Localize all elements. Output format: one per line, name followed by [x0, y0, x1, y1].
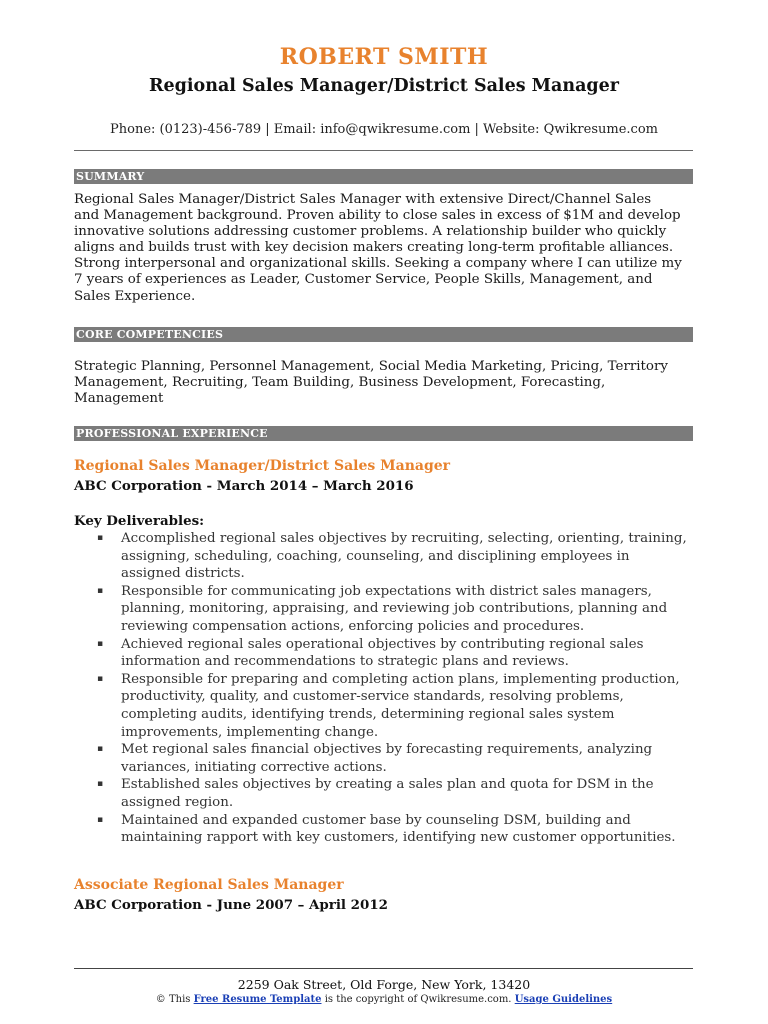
- bullet-icon: ▪: [97, 533, 104, 543]
- summary-line: and Management background. Proven ability to close sales in excess of $1M and develop: [74, 208, 681, 224]
- job-title: Regional Sales Manager/District Sales Manager: [74, 458, 451, 474]
- summary-text: [74, 192, 696, 305]
- bullet-line: assigning, scheduling, coaching, counseling, and disciplining employees in: [121, 548, 630, 564]
- bullet-icon: ▪: [97, 779, 104, 790]
- bullet-line: variances, initiating corrective actions.: [121, 759, 387, 775]
- footer-address: 2259 Oak Street, Old Forge, New York, 13420: [237, 977, 531, 992]
- list-item: [74, 671, 696, 741]
- bullet-icon: ▪: [97, 673, 104, 684]
- list-item: [74, 530, 696, 583]
- bullet-line: Established sales objectives by creating a sales plan and quota for DSM in the: [121, 777, 654, 793]
- job-company-dates: ABC Corporation - March 2014 – March 2016: [74, 478, 414, 494]
- bullet-line: Achieved regional sales operational objectives by contributing regional sales: [121, 636, 644, 652]
- bullet-line: maintaining rapport with key customers, identifying new customer opportunities.: [121, 830, 676, 846]
- bullet-line: Maintained and expanded customer base by counseling DSM, building and: [121, 812, 631, 828]
- job-company-dates: ABC Corporation - June 2007 – April 2012: [74, 897, 388, 913]
- summary-heading: SUMMARY: [74, 169, 693, 184]
- summary-line: Sales Experience.: [74, 288, 196, 304]
- contact-line: Phone: (0123)-456-789 | Email: info@qwikresume.com | Website: Qwikresume.com: [110, 122, 658, 137]
- bullet-icon: ▪: [97, 585, 104, 596]
- list-item: [74, 741, 696, 776]
- summary-line: Regional Sales Manager/District Sales Manager with extensive Direct/Channel Sales: [74, 192, 652, 207]
- bullet-line: Responsible for communicating job expectations with district sales managers,: [121, 583, 652, 599]
- competencies-line: Strategic Planning, Personnel Management, Social Media Marketing, Pricing, Territory: [74, 359, 668, 374]
- free-resume-template-link[interactable]: Free Resume Template: [193, 994, 322, 1005]
- competencies-text: [74, 359, 696, 407]
- competencies-line: Management: [74, 391, 164, 407]
- bullet-line: improvements, implementing change.: [121, 724, 379, 740]
- bullet-icon: ▪: [97, 744, 104, 755]
- summary-line: Strong interpersonal and organizational skills. Seeking a company where I can utilize my: [74, 256, 682, 272]
- footer-divider: [74, 968, 693, 969]
- key-deliverables-label: Key Deliverables:: [74, 513, 205, 529]
- bullet-icon: ▪: [97, 814, 104, 825]
- list-item: [74, 812, 696, 847]
- bullet-line: Met regional sales financial objectives by forecasting requirements, analyzing: [121, 742, 653, 758]
- job-title: Associate Regional Sales Manager: [74, 877, 344, 893]
- bullet-line: assigned districts.: [121, 566, 245, 582]
- candidate-title: Regional Sales Manager/District Sales Manager: [148, 76, 620, 96]
- competencies-line: Management, Recruiting, Team Building, Business Development, Forecasting,: [74, 375, 606, 391]
- summary-line: aligns and builds trust with key decision makers creating long-term profitable alliances.: [74, 240, 674, 256]
- competencies-heading: CORE COMPETENCIES: [74, 327, 693, 342]
- header-divider: [74, 150, 693, 151]
- copyright-prefix: © This: [155, 994, 191, 1005]
- footer-copyright: [0, 994, 768, 1005]
- bullet-line: planning, monitoring, appraising, and reviewing job contributions, planning and: [121, 601, 668, 617]
- candidate-name: ROBERT SMITH: [279, 44, 489, 70]
- bullet-icon: ▪: [97, 638, 104, 649]
- deliverables-list: [74, 530, 696, 847]
- usage-guidelines-link[interactable]: Usage Guidelines: [514, 994, 613, 1005]
- list-item: [74, 583, 696, 636]
- summary-line: innovative solutions addressing customer problems. A relationship builder who quickly: [74, 224, 667, 240]
- bullet-line: reviewing compensation actions, enforcing policies and procedures.: [121, 618, 585, 634]
- bullet-line: assigned region.: [121, 794, 234, 810]
- list-item: [74, 776, 696, 811]
- summary-line: 7 years of experiences as Leader, Customer Service, People Skills, Management, and: [74, 272, 653, 288]
- bullet-line: completing audits, identifying trends, determining regional sales system: [121, 706, 615, 722]
- bullet-line: Responsible for preparing and completing action plans, implementing production,: [121, 671, 680, 687]
- copyright-middle: is the copyright of Qwikresume.com.: [324, 994, 512, 1005]
- bullet-line: information and recommendations to strategic plans and reviews.: [121, 654, 569, 670]
- list-item: [74, 636, 696, 671]
- bullet-line: productivity, quality, and customer-service standards, resolving problems,: [121, 689, 624, 705]
- experience-heading: PROFESSIONAL EXPERIENCE: [74, 426, 693, 441]
- bullet-line: Accomplished regional sales objectives by recruiting, selecting, orienting, training,: [121, 531, 687, 546]
